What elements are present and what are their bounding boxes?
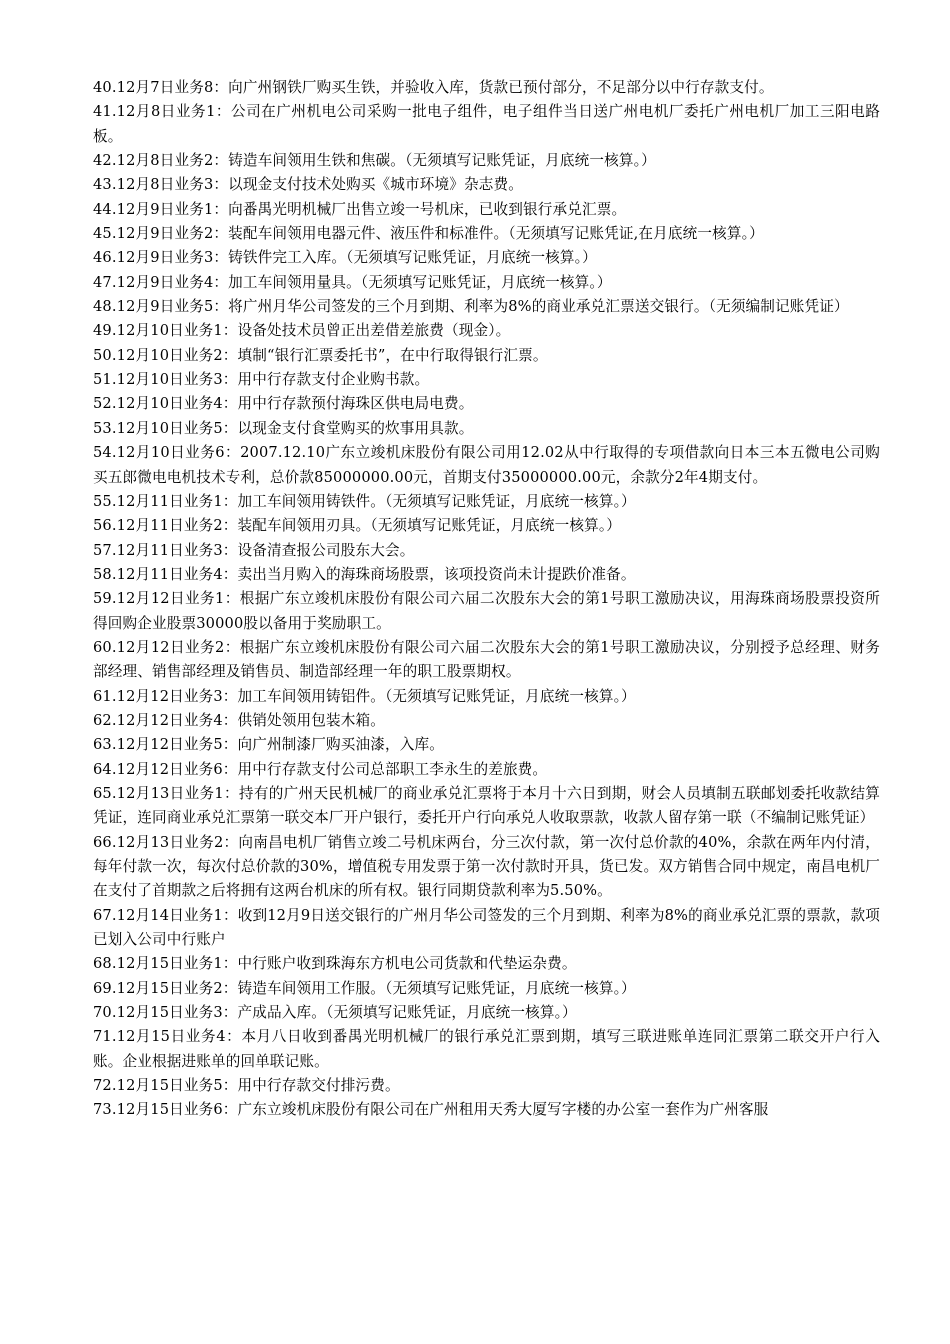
business-entry: 71.12月15日业务4：本月八日收到番禺光明机械厂的银行承兑汇票到期，填写三联进账单连同汇票第二联交开户行入账。企业根据进账单的回单联记账。 <box>93 1028 880 1070</box>
business-entry: 56.12月11日业务2：装配车间领用刃具。（无须填写记账凭证，月底统一核算。） <box>93 517 622 535</box>
business-entry: 55.12月11日业务1：加工车间领用铸铁件。（无须填写记账凭证，月底统一核算。） <box>93 492 636 510</box>
business-entry: 70.12月15日业务3：产成品入库。（无须填写记账凭证，月底统一核算。） <box>93 1004 577 1022</box>
business-entry: 65.12月13日业务1：持有的广州天民机械厂的商业承兑汇票将于本月十六日到期，财会人员填制五联邮划委托收款结算凭证，连同商业承兑汇票第一联交本厂开户银行，委托开户行向承兑人收取票款，收款人留存第一联（不编制记账凭证） <box>93 784 880 827</box>
business-entry: 52.12月10日业务4：用中行存款预付海珠区供电局电费。 <box>93 395 474 413</box>
business-entry: 72.12月15日业务5：用中行存款交付排污费。 <box>93 1077 400 1095</box>
business-entry: 45.12月9日业务2：装配车间领用电器元件、液压件和标准件。（无须填写记账凭证,在月底统一核算。） <box>93 225 764 243</box>
business-entry: 50.12月10日业务2：填制“银行汇票委托书”，在中行取得银行汇票。 <box>93 346 548 364</box>
business-entry: 46.12月9日业务3：铸铁件完工入库。（无须填写记账凭证，月底统一核算。） <box>93 249 597 267</box>
business-entry: 62.12月12日业务4：供销处领用包装木箱。 <box>93 711 385 729</box>
business-entry: 53.12月10日业务5：以现金支付食堂购买的炊事用具款。 <box>93 419 474 437</box>
business-entry: 61.12月12日业务3：加工车间领用铸铝件。（无须填写记账凭证，月底统一核算。） <box>93 687 636 705</box>
business-entry: 73.12月15日业务6：广东立竣机床股份有限公司在广州租用天秀大厦写字楼的办公室一套作为广州客服 <box>93 1101 769 1119</box>
business-entry: 60.12月12日业务2：根据广东立竣机床股份有限公司六届二次股东大会的第1号职工激励决议，分别授予总经理、财务部经理、销售部经理及销售员、制造部经理一年的职工股票期权。 <box>93 638 880 681</box>
business-entry: 51.12月10日业务3：用中行存款支付企业购书款。 <box>93 371 430 389</box>
business-entry: 54.12月10日业务6：2007.12.10广东立竣机床股份有限公司用12.02从中行取得的专项借款向日本三本五微电公司购买五郎微电电机技术专利，总价款85000000.00元，首期支付35000000.00元，余款分2年4期支付。 <box>93 444 880 486</box>
business-entry: 42.12月8日业务2：铸造车间领用生铁和焦碳。（无须填写记账凭证，月底统一核算。） <box>93 152 656 170</box>
business-entry: 57.12月11日业务3：设备清查报公司股东大会。 <box>93 541 415 559</box>
business-entry: 47.12月9日业务4：加工车间领用量具。（无须填写记账凭证，月底统一核算。） <box>93 273 612 291</box>
business-entry: 59.12月12日业务1：根据广东立竣机床股份有限公司六届二次股东大会的第1号职工激励决议，用海珠商场股票投资所得回购企业股票30000股以备用于奖励职工。 <box>93 590 880 632</box>
business-entry: 48.12月9日业务5：将广州月华公司签发的三个月到期、利率为8%的商业承兑汇票送交银行。（无须编制记账凭证） <box>93 298 849 316</box>
business-entry: 58.12月11日业务4：卖出当月购入的海珠商场股票，该项投资尚未计提跌价准备。 <box>93 565 636 583</box>
business-entry: 66.12月13日业务2：向南昌电机厂销售立竣二号机床两台，分三次付款，第一次付总价款的40%，余款在两年内付清，每年付款一次，每次付总价款的30%，增值税专用发票于第一次付款时开具，货已发。双方销售合同中规定，南昌电机厂在支付了首期款之后将拥有这两台机床的所有权。银行同期贷款利率为5.50%。 <box>93 833 880 900</box>
business-entry: 68.12月15日业务1：中行账户收到珠海东方机电公司货款和代垫运杂费。 <box>93 955 577 973</box>
business-entry: 41.12月8日业务1：公司在广州机电公司采购一批电子组件，电子组件当日送广州电机厂委托广州电机厂加工三阳电路板。 <box>93 103 880 145</box>
business-entry: 64.12月12日业务6：用中行存款支付公司总部职工李永生的差旅费。 <box>93 760 548 778</box>
business-entry: 44.12月9日业务1：向番禺光明机械厂出售立竣一号机床，已收到银行承兑汇票。 <box>93 200 627 218</box>
business-entry: 67.12月14日业务1：收到12月9日送交银行的广州月华公司签发的三个月到期、利率为8%的商业承兑汇票的票款，款项已划入公司中行账户 <box>93 906 880 949</box>
business-entry: 69.12月15日业务2：铸造车间领用工作服。（无须填写记账凭证，月底统一核算。） <box>93 979 636 997</box>
business-entry: 43.12月8日业务3：以现金支付技术处购买《城市环境》杂志费。 <box>93 176 523 194</box>
business-entry: 40.12月7日业务8：向广州钢铁厂购买生铁，并验收入库，货款已预付部分，不足部分以中行存款支付。 <box>93 79 774 96</box>
business-entry: 63.12月12日业务5：向广州制漆厂购买油漆，入库。 <box>93 736 444 754</box>
business-entry: 49.12月10日业务1：设备处技术员曾正出差借差旅费（现金）。 <box>93 322 511 340</box>
